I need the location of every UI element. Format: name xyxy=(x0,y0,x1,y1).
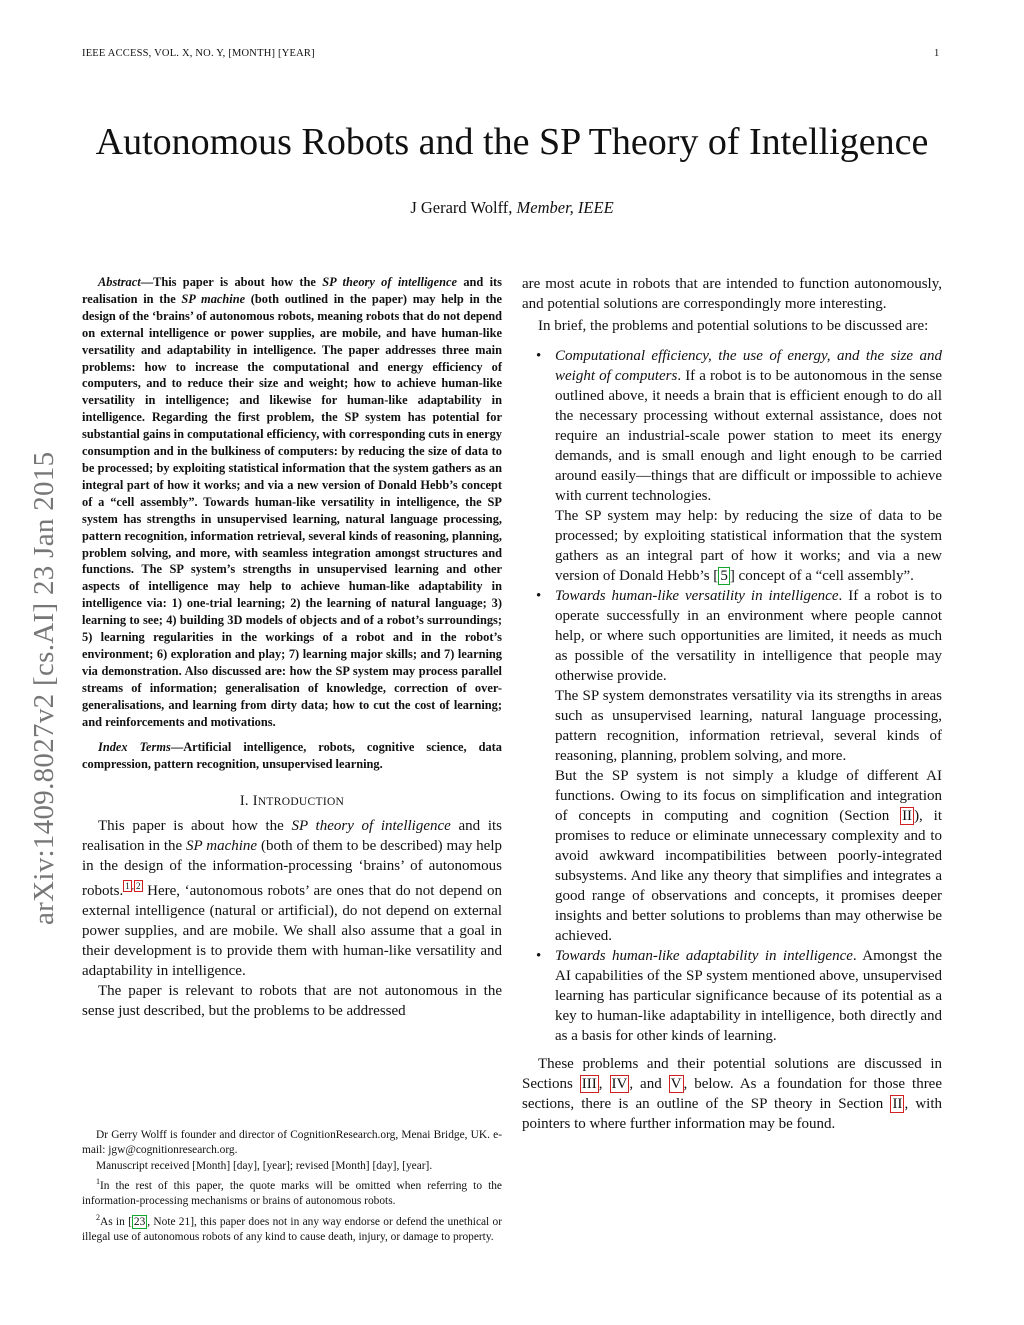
arxiv-stamp: arXiv:1409.8027v2 [cs.AI] 23 Jan 2015 xyxy=(28,451,60,925)
left-column xyxy=(82,274,502,1021)
section-link[interactable]: II xyxy=(902,808,913,824)
intro-paragraph: This paper is about how the SP theory of intelligence and its realisation in the SP machine (both of them to be described) may help in the design of the information-processing ‘brains’ of autonomous robots. $^{1 , 2}$ Here, ‘autonomous robots’ are ones that do not depend on external intelligence (natural or artificial), do not depend on external power supplies, and are mobile. We shall also assume that a goal in their development is to provide them with human-like versatility and adaptability in intelligence. xyxy=(82,818,502,980)
author-membership: Member, IEEE xyxy=(516,198,614,217)
footnote-link[interactable]: 1 xyxy=(125,881,130,892)
author-name: J Gerard Wolff, xyxy=(410,198,513,217)
abstract-text: and its realisation in the xyxy=(82,275,502,306)
footnote-2: $^2$As in [ 23 , Note 21], this paper does not in any way endorse or defend the unethical or illegal use of autonomous robots of any kind to cause death, injury, or damage to property. xyxy=(82,1212,502,1244)
section-heading-introduction xyxy=(82,793,502,810)
citation-link[interactable]: 23 xyxy=(133,1215,146,1228)
body-paragraph: These problems and their potential solutions are discussed in Sections III , IV , and V , below. As a foundation for those three sections, there is an outline of the SP theory in Section II , with pointers to where further information may be found. xyxy=(522,1056,943,1132)
index-terms: Index Terms—Artificial intelligence, robots, cognitive science, data compression, pattern recognition, unsupervised learning. xyxy=(82,740,503,772)
running-header: IEEE ACCESS, VOL. X, NO. Y, [MONTH] [YEAR] xyxy=(82,48,315,59)
intro-paragraph: The paper is relevant to robots that are not autonomous in the sense just described, but the problems to be addressed xyxy=(82,983,502,1020)
section-title-rest: NTRODUCTION xyxy=(257,796,345,809)
abstract-label: Abstract xyxy=(98,275,141,289)
index-terms-text: Artificial intelligence, robots, cognitive science, data compression, pattern recognition, unsupervised learning. xyxy=(82,740,503,772)
list-item: • Computational efficiency, the use of energy, and the size and weight of computers. If a robot is to be autonomous in the sense outlined above, it needs a brain that is efficient enough to do all the necessary processing without external assistance, does not require an industrial-scale power station to meet its energy demands, and is small enough and light enough to be carried around easily—things that are difficult or impossible to achieve with current technologies. The SP system may help: by reducing the size of data to be processed; by exploiting statistical information that the system gathers as an integral part of how it works; and via a new version of Donald Hebb’s [ 5 ] concept of a “cell assembly”. xyxy=(536,348,942,584)
body-paragraph: In brief, the problems and potential solutions to be discussed are: xyxy=(538,318,929,334)
section-number: I. xyxy=(239,793,249,810)
page-number: 1 xyxy=(934,48,940,59)
right-column xyxy=(522,274,942,1134)
footnotes xyxy=(82,1128,502,1245)
list-item: • Towards human-like adaptability in intelligence. Amongst the AI capabilities of the SP system mentioned above, unsupervised learning has particular significance because of its potential as a key to human-like adaptability in intelligence, both directly and as a basis for other kinds of learning. xyxy=(536,948,942,1044)
abstract-term: SP machine xyxy=(181,291,246,306)
body-paragraph: are most acute in robots that are intended to function autonomously, and potential solutions are correspondingly more interesting. xyxy=(522,276,942,312)
abstract-text: (both outlined in the paper) may help in the design of the ‘brains’ of autonomous robots, meaning robots that do not depend on external intelligence or power supplies, are mobile, and have human-like versatility and adaptability in intelligence. The paper addresses three main problems: how to increase the computational and energy efficiency of computers, and to reduce their size and weight; how to achieve human-like versatility in intelligence; and likewise for human-like adaptability in intelligence. Regarding the first problem, the SP system has potential for substantial gains in computational efficiency, with corresponding cuts in energy consumption and in the bulkiness of computers: by reducing the size of data to be processed; by exploiting statistical information that the system gathers as an integral part of how it works; and via a new version of Donald Hebb’s concept of a “cell assembly”. Towards human-like versatility in intelligence, the SP system has strengths in unsupervised learning, natural language processing, pattern recognition, information retrieval, several kinds of reasoning, planning, problem solving, and more, with seamless integration amongst structures and functions. The SP system’s strengths in unsupervised learning and other aspects of intelligence may help to achieve human-like adaptability in intelligence via: 1) one-trial learning; 2) the learning of natural language; 3) learning to see; 4) building 3D models of objects and of a robot’s surroundings; 5) learning regularities in the workings of a robot and in the robot’s environment; 6) exploration and play; 7) learning major skills; and 7) learning via demonstration. Also discussed are: how the SP system may process parallel streams of information; generalisation of knowledge, correction of over-generalisations, and learning from dirty data; how to cut the cost of learning; and reinforcements and motivations. xyxy=(82,291,503,729)
section-link[interactable]: V xyxy=(670,1076,682,1092)
abstract: Abstract—This paper is about how the SP theory of intelligence and its realisation in the SP machine (both outlined in the paper) may help in the design of the ‘brains’ of autonomous robots, meaning robots that do not depend on external intelligence or power supplies, are mobile, and have human-like versatility and adaptability in intelligence. The paper addresses three main problems: how to increase the computational and energy efficiency of computers, and to reduce their size and weight; how to achieve human-like versatility in intelligence; and likewise for human-like adaptability in intelligence. Regarding the first problem, the SP system has potential for substantial gains in computational efficiency, with corresponding cuts in energy consumption and in the bulkiness of computers: by reducing the size of data to be processed; by exploiting statistical information that the system gathers as an integral part of how it works; and via a new version of Donald Hebb’s concept of a “cell assembly”. Towards human-like versatility in intelligence, the SP system has strengths in unsupervised learning, natural language processing, pattern recognition, information retrieval, several kinds of reasoning, planning, problem solving, and more, with seamless integration amongst structures and functions. The SP system’s strengths in unsupervised learning and other aspects of intelligence may help to achieve human-like adaptability in intelligence via: 1) one-trial learning; 2) the learning of natural language; 3) learning to see; 4) building 3D models of objects and of a robot’s surroundings; 5) learning regularities in the workings of a robot and in the robot’s environment; 6) exploration and play; 7) learning major skills; and 7) learning via demonstration. Also discussed are: how the SP system may process parallel streams of information; generalisation of knowledge, correction of over-generalisations, and learning from dirty data; how to cut the cost of learning; and reinforcements and motivations. xyxy=(82,275,503,729)
abstract-text: This paper is about how the xyxy=(153,275,323,289)
author-affiliation-note: Dr Gerry Wolff is founder and director of CognitionResearch.org, Menai Bridge, UK. e-mail: jgw@cognitionresearch.org. xyxy=(82,1129,502,1157)
footnote-link[interactable]: 2 xyxy=(136,881,141,892)
citation-link[interactable]: 5 xyxy=(720,568,728,584)
section-link[interactable]: II xyxy=(892,1096,903,1112)
author-line xyxy=(82,198,942,218)
manuscript-dates: Manuscript received [Month] [day], [year]; revised [Month] [day], [year]. xyxy=(96,1159,433,1172)
section-link[interactable]: IV xyxy=(611,1076,628,1092)
paper-title: Autonomous Robots and the SP Theory of Intelligence xyxy=(95,121,929,164)
problems-list xyxy=(522,346,942,1046)
index-terms-label: Index Terms xyxy=(98,740,171,755)
section-link[interactable]: III xyxy=(581,1076,597,1092)
footnote-1: $^1$In the rest of this paper, the quote marks will be omitted when referring to the information-processing mechanisms or brains of autonomous robots. xyxy=(82,1177,502,1208)
list-item: • Towards human-like versatility in intelligence. If a robot is to operate successfully in an environment where people cannot help, or where such opportunities are limited, it needs as much as possible of the versatility in intelligence that people may otherwise provide. The SP system demonstrates versatility via its strengths in areas such as unsupervised learning, natural language processing, pattern recognition, information retrieval, several kinds of reasoning, planning, problem solving, and more. But the SP system is not simply a kludge of different AI functions. Owing to its focus on simplification and integration of concepts in computing and cognition (Section II ), it promises to reduce or eliminate unnecessary complexity and to avoid awkward incompatibilities between poorly-integrated subsystems. And like any theory that simplifies and integrates a good range of observations and concepts, it promises deeper insights and better solutions to problems than may otherwise be achieved. xyxy=(536,588,942,944)
abstract-term: SP theory of intelligence xyxy=(322,275,458,289)
section-title-initial: I xyxy=(252,793,258,810)
